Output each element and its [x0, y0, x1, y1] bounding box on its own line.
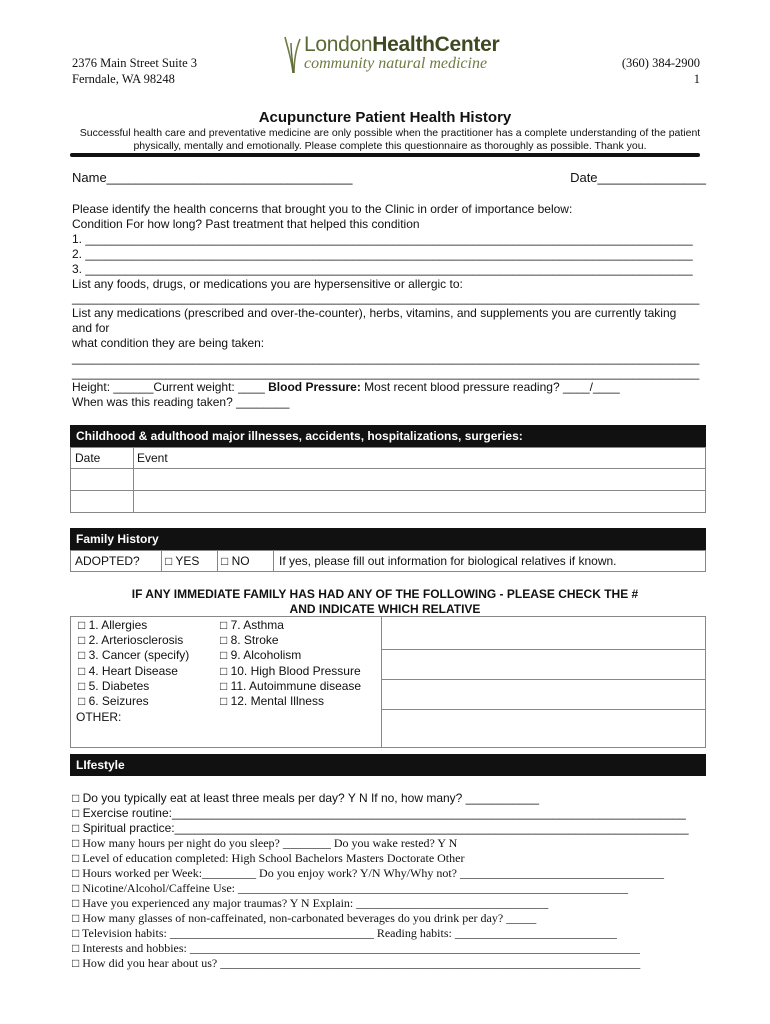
- date-field[interactable]: Date_______________: [570, 170, 706, 185]
- adopted-row: [70, 550, 706, 572]
- logo-wordmark: LondonHealthCenter: [304, 33, 500, 56]
- condition-allergies[interactable]: □ 1. Allergies: [78, 618, 148, 632]
- condition-other[interactable]: OTHER:: [76, 710, 122, 724]
- name-field[interactable]: Name__________________________________: [72, 170, 353, 185]
- height-weight-bp[interactable]: Height: ______Current weight: ____ Blood Pressure: Most recent blood pressure reading? ____/____: [72, 380, 620, 394]
- condition-arteriosclerosis[interactable]: □ 2. Arteriosclerosis: [78, 633, 184, 648]
- condition-heart-disease[interactable]: □ 4. Heart Disease: [78, 663, 178, 678]
- medications-question: List any medications (prescribed and over-the-counter), herbs, vitamins, and supplements you are currently taking: [72, 306, 677, 320]
- substance-question[interactable]: □ Nicotine/Alcohol/Caffeine Use: _________________________________________________________________: [72, 881, 628, 895]
- spiritual-question[interactable]: □ Spiritual practice:_____________________________________________________________________________: [72, 821, 689, 835]
- childhood-section-header: Childhood & adulthood major illnesses, accidents, hospitalizations, surgeries:: [70, 425, 706, 447]
- concerns-instructions: Please identify the health concerns that brought you to the Clinic in order of importance below:: [72, 202, 573, 216]
- hobbies-question[interactable]: □ Interests and hobbies: ___________________________________________________________________________: [72, 941, 640, 955]
- medications-answer-line-2[interactable]: ______________________________________________________________________________________________: [72, 366, 700, 380]
- adopted-note: If yes, please fill out information for biological relatives if known.: [279, 554, 617, 568]
- bp-reading-date[interactable]: When was this reading taken? ________: [72, 395, 290, 409]
- condition-seizures[interactable]: □ 6. Seizures: [78, 694, 149, 709]
- page-title: Acupuncture Patient Health History: [258, 109, 512, 126]
- clinic-logo: [284, 33, 514, 75]
- referral-question[interactable]: □ How did you hear about us? ______________________________________________________________________: [72, 956, 641, 970]
- lifestyle-section-header: LIfestyle: [70, 754, 706, 776]
- concern-line-3[interactable]: 3. ___________________________________________________________________________________________: [72, 262, 693, 276]
- concern-line-1[interactable]: 1. ___________________________________________________________________________________________: [72, 232, 693, 246]
- allergy-question: List any foods, drugs, or medications you are hypersensitive or allergic to:: [72, 277, 463, 291]
- grass-logo-icon: [284, 35, 302, 73]
- address-line-1: 2376 Main Street Suite 3: [72, 56, 197, 70]
- condition-mental-illness[interactable]: □ 12. Mental Illness: [220, 694, 324, 709]
- education-question[interactable]: □ Level of education completed: High School Bachelors Masters Doctorate Other: [72, 851, 465, 865]
- family-instructions-1: IF ANY IMMEDIATE FAMILY HAS HAD ANY OF THE FOLLOWING - PLEASE CHECK THE #: [131, 587, 639, 601]
- intro-text: Successful health care and preventative medicine are only possible when the practitioner has a complete understanding of the patient physically, mentally and emotionally. Please complete this questionnaire as thoroughly as possible. Thank you.: [79, 127, 701, 152]
- page-number: 1: [693, 72, 700, 86]
- concerns-columns: Condition For how long? Past treatment that helped this condition: [72, 217, 420, 231]
- medications-question-2: and for: [72, 321, 110, 335]
- clinic-contact: [622, 55, 700, 87]
- family-instructions-2: AND INDICATE WHICH RELATIVE: [289, 602, 481, 616]
- medications-answer-line-1[interactable]: ______________________________________________________________________________________________: [72, 351, 700, 365]
- col-date: Date: [75, 451, 101, 465]
- condition-diabetes[interactable]: □ 5. Diabetes: [78, 678, 150, 693]
- family-conditions-left: [78, 618, 189, 709]
- trauma-question[interactable]: □ Have you experienced any major traumas? Y N Explain: ________________________________: [72, 896, 549, 910]
- concern-line-2[interactable]: 2. ___________________________________________________________________________________________: [72, 247, 693, 261]
- exercise-question[interactable]: □ Exercise routine:_____________________________________________________________________________: [72, 806, 686, 820]
- address-line-2: Ferndale, WA 98248: [72, 72, 175, 86]
- family-section-header: Family History: [70, 528, 706, 550]
- condition-alcoholism[interactable]: □ 9. Alcoholism: [220, 648, 302, 663]
- condition-asthma[interactable]: □ 7. Asthma: [220, 618, 284, 632]
- condition-stroke[interactable]: □ 8. Stroke: [220, 633, 279, 648]
- condition-cancer[interactable]: □ 3. Cancer (specify): [78, 648, 190, 663]
- divider: [70, 153, 700, 157]
- col-event: Event: [137, 451, 168, 465]
- logo-tagline: community natural medicine: [304, 55, 488, 72]
- meals-question[interactable]: □ Do you typically eat at least three meals per day? Y N If no, how many? ___________: [72, 791, 540, 805]
- condition-high-blood-pressure[interactable]: □ 10. High Blood Pressure: [220, 663, 361, 678]
- adopted-no-checkbox[interactable]: □ NO: [221, 554, 250, 568]
- phone-number: (360) 384-2900: [621, 56, 700, 70]
- allergy-answer-line[interactable]: ______________________________________________________________________________________________: [72, 291, 700, 305]
- tv-reading-question[interactable]: □ Television habits: __________________________________ Reading habits: ___________________________: [72, 926, 617, 940]
- medications-question-3: what condition they are being taken:: [72, 336, 265, 350]
- family-conditions-right: [220, 618, 361, 709]
- condition-autoimmune[interactable]: □ 11. Autoimmune disease: [220, 678, 362, 693]
- sleep-question[interactable]: □ How many hours per night do you sleep? ________ Do you wake rested? Y N: [72, 836, 458, 850]
- water-question[interactable]: □ How many glasses of non-caffeinated, non-carbonated beverages do you drink per day? _____: [72, 911, 537, 925]
- adopted-yes-checkbox[interactable]: □ YES: [165, 554, 200, 568]
- work-question[interactable]: □ Hours worked per Week:_________ Do you enjoy work? Y/N Why/Why not? __________________________________: [72, 866, 664, 880]
- clinic-address: [72, 55, 197, 87]
- adopted-label: ADOPTED?: [75, 554, 140, 568]
- childhood-table[interactable]: [70, 447, 706, 513]
